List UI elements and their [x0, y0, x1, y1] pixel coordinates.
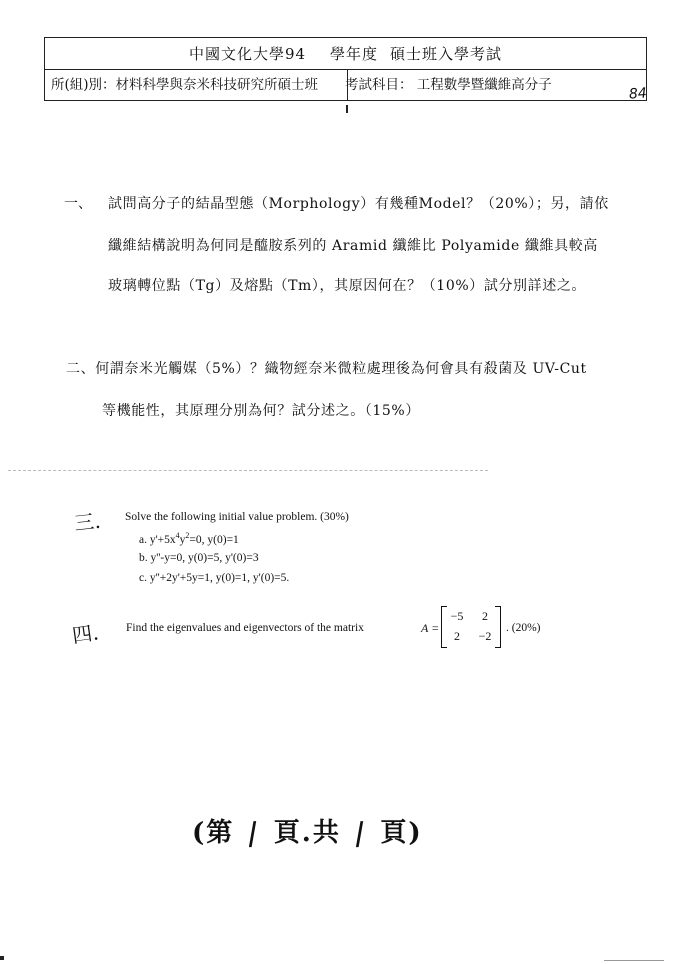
- question-2-line-2: 等機能性，其原理分別為何？試分述之。（15%）: [102, 403, 420, 419]
- part-a-post: =0, y(0)=1: [189, 533, 239, 546]
- matrix-cell-2-2: −2: [478, 629, 492, 643]
- exam-info-row: [45, 70, 648, 103]
- exam-type: 碩士班入學考試: [390, 45, 503, 63]
- question-4-handwritten-mark: 四.: [70, 620, 101, 648]
- question-1-line-2: 纖維結構說明為何同是醯胺系列的 Aramid 纖維比 Polyamide 纖維具較高: [108, 238, 598, 254]
- question-3-part-c: c. y''+2y'+5y=1, y(0)=1, y'(0)=5.: [139, 572, 290, 584]
- question-3-title: Solve the following initial value problem. (30%): [125, 511, 349, 523]
- page-footer: [192, 812, 423, 849]
- part-a-pre: a. y'+5x: [139, 533, 176, 546]
- part-a-exp1: 4: [175, 531, 180, 540]
- footer-page-number: |: [245, 818, 263, 848]
- university-name: 中國文化大學94: [188, 45, 307, 63]
- subject-label: 考試科目： 工程數學暨纖維高分子: [345, 77, 552, 93]
- scan-speck: [0, 956, 4, 960]
- footer-prefix: (第: [192, 818, 235, 848]
- question-1-line-3: 玻璃轉位點（Tg）及熔點（Tm），其原因何在？（10%）試分別詳述之。: [108, 278, 587, 294]
- question-3-handwritten-mark: 三.: [72, 508, 102, 536]
- matrix-cell-1-1: −5: [450, 609, 464, 623]
- footer-total-pages: |: [352, 818, 369, 848]
- question-4-text: Find the eigenvalues and eigenvectors of the matrix: [126, 622, 364, 634]
- matrix-a: [441, 606, 501, 648]
- exam-header-box: [44, 37, 647, 101]
- question-3-part-a: [139, 531, 239, 546]
- scan-speck: [346, 105, 348, 113]
- handwritten-page-code: 84: [628, 85, 648, 103]
- footer-suffix: 頁): [380, 818, 423, 848]
- department-label: 所(組)別：材料科學與奈米科技研究所碩士班: [51, 77, 319, 93]
- question-1-line-1: 試問高分子的結晶型態（Morphology）有幾種Model？（20%）；另，請依: [108, 196, 609, 212]
- scan-speck: [604, 960, 664, 961]
- exam-title-row: [45, 38, 646, 70]
- question-2-line-1: 二、何謂奈米光觸媒（5%）？織物經奈米微粒處理後為何會具有殺菌及 UV-Cut: [66, 361, 587, 377]
- matrix-label: A =: [421, 621, 440, 635]
- matrix-cell-2-1: 2: [454, 629, 460, 643]
- year-label: 學年度: [330, 45, 379, 63]
- part-a-exp2: 2: [185, 531, 190, 540]
- part-a-mid: y: [179, 533, 186, 546]
- matrix-cell-1-2: 2: [482, 609, 488, 623]
- question-1-number: 一、: [64, 196, 92, 212]
- question-3-part-b: b. y''-y=0, y(0)=5, y'(0)=3: [139, 552, 259, 564]
- scan-artifact-line: [8, 470, 488, 471]
- question-4-points: . (20%): [506, 622, 541, 634]
- footer-middle: 頁.共: [273, 818, 341, 848]
